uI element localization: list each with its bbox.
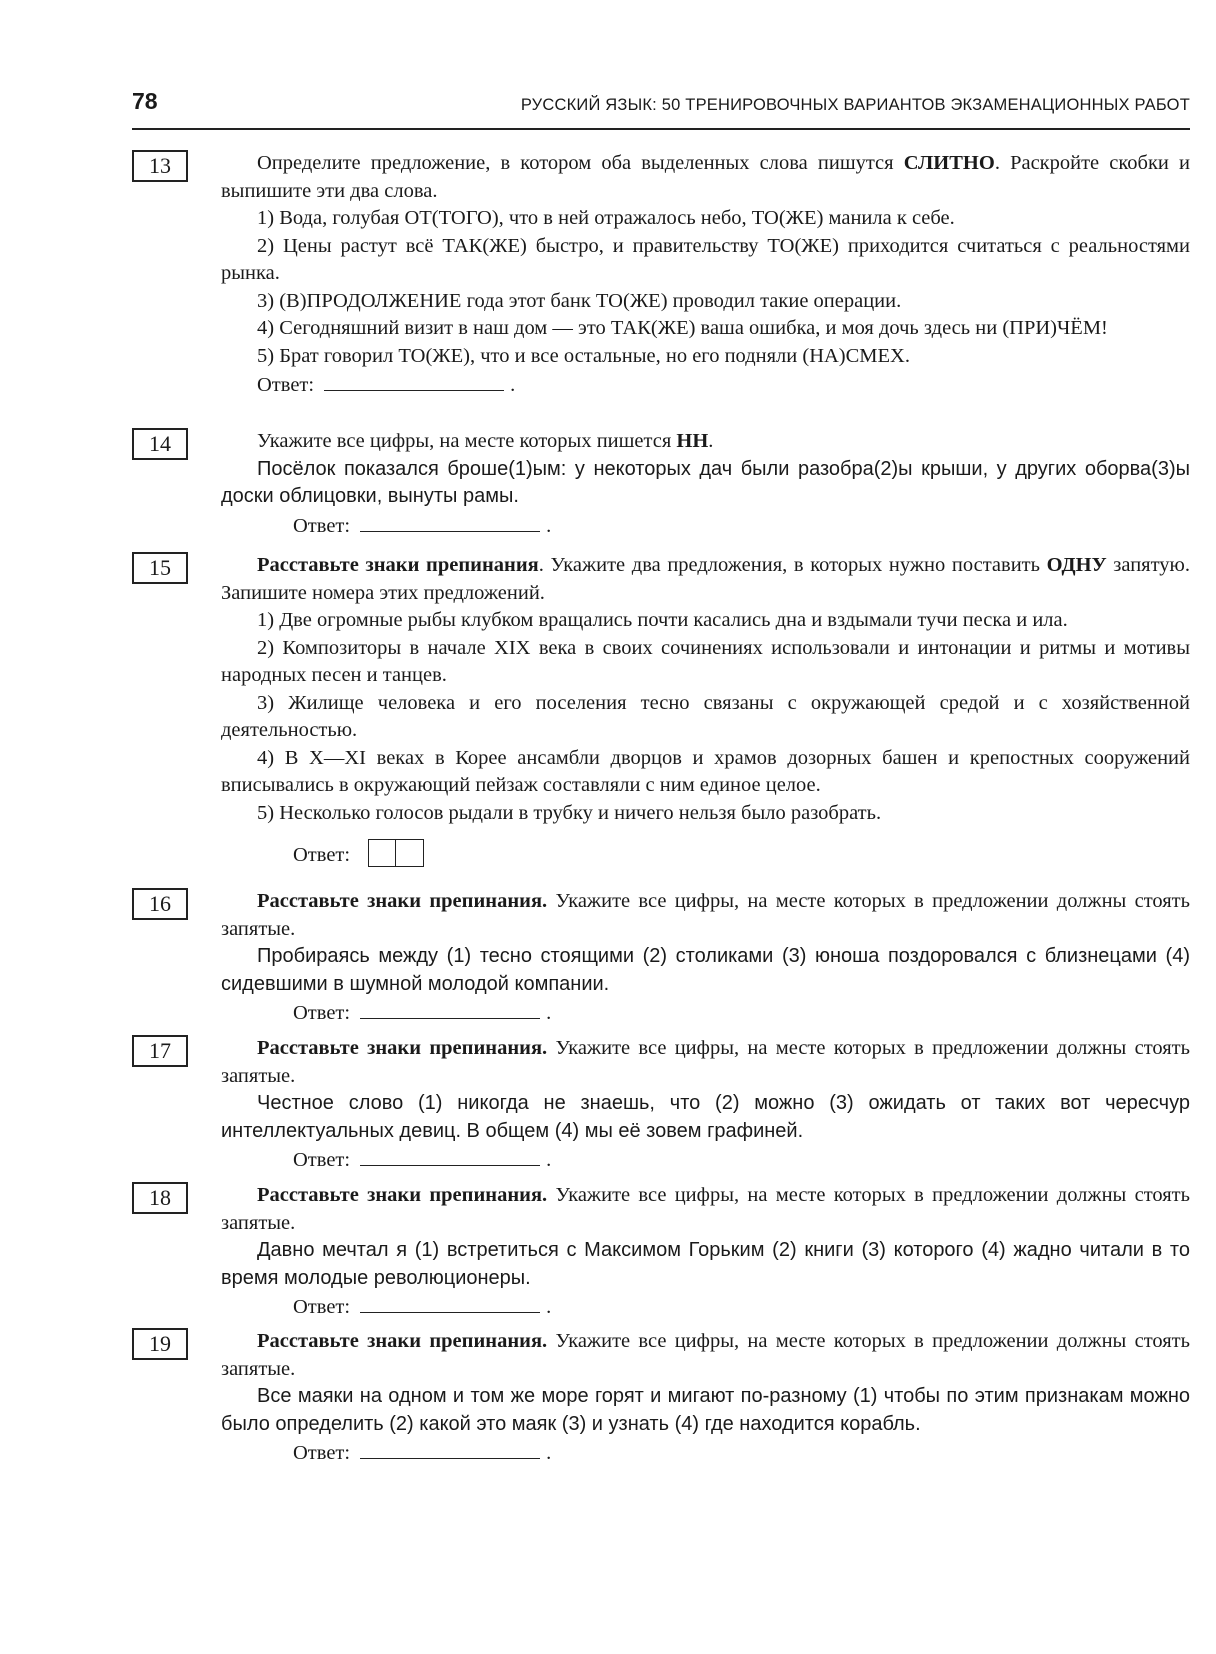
- answer-field[interactable]: [360, 1149, 540, 1166]
- answer-row: Ответ: .: [257, 1294, 1190, 1322]
- task-instruction: Определите предложение, в котором оба выделенных слова пишутся СЛИТНО. Раскройте скобки и выпишите эти два слова.: [221, 152, 1191, 202]
- task-number-box: 19: [132, 1328, 188, 1360]
- task-number-box: 13: [132, 150, 188, 182]
- option-4: 4) В X—XI веках в Корее ансамбли дворцов и храмов дозорных башен и крепостных сооружений вписывались в окружающий пейзаж составляли с ним единое целое.: [221, 746, 1190, 796]
- task-content: [221, 428, 1190, 540]
- page-header: [132, 88, 1190, 130]
- answer-row: [257, 833, 1190, 870]
- answer-label: Ответ:: [293, 1002, 351, 1024]
- task-content: [221, 1035, 1190, 1175]
- answer-label: Ответ:: [293, 514, 351, 537]
- option-2: 2) Композиторы в начале XIX века в своих сочинениях использовали и интонации и ритмы и мотивы народных песен и танцев.: [221, 636, 1190, 686]
- task-content: [221, 552, 1190, 870]
- task-number-box: 17: [132, 1035, 188, 1067]
- task-text: Пробираясь между (1) тесно стоящими (2) столиками (3) юноша поздоровался с близнецами (4) сидевшими в шумной молодой компании.: [221, 945, 1190, 995]
- answer-label: Ответ:: [293, 844, 351, 866]
- answer-row: Ответ: .: [257, 1440, 1190, 1468]
- answer-label: Ответ:: [293, 1149, 351, 1171]
- answer-field[interactable]: [360, 1296, 540, 1313]
- answer-row: Ответ: .: [257, 513, 1190, 541]
- task-content: [221, 150, 1190, 400]
- task-text: Честное слово (1) никогда не знаешь, что (2) можно (3) ожидать от таких вот чересчур интеллектуальных девиц. В общем (4) мы её зовем графиней.: [221, 1092, 1190, 1142]
- answer-cells: [368, 839, 424, 867]
- answer-cell-1[interactable]: [368, 839, 396, 867]
- option-1: 1) Две огромные рыбы клубком вращались почти касались дна и вздымали тучи песка и ила.: [257, 609, 1068, 631]
- answer-field[interactable]: [360, 515, 540, 532]
- task-content: [221, 1328, 1190, 1468]
- task-text: Посёлок показался броше(1)ым: у некоторых дач были разобра(2)ы крыши, у других оборва(3)ы доски облицовки, вынуты рамы.: [221, 457, 1190, 507]
- answer-cell-2[interactable]: [396, 839, 424, 867]
- answer-label: Ответ:: [293, 1442, 351, 1464]
- running-title: РУССКИЙ ЯЗЫК: 50 ТРЕНИРОВОЧНЫХ ВАРИАНТОВ ЭКЗАМЕНАЦИОННЫХ РАБОТ: [520, 96, 1190, 114]
- task-instruction: Расставьте знаки препинания. Укажите все цифры, на месте которых в предложении должны стоять запятые.: [221, 1184, 1190, 1234]
- task-text: Все маяки на одном и том же море горят и мигают по-разному (1) чтобы по этим признакам можно было определить (2) какой это маяк (3) и узнать (4) где находится корабль.: [221, 1385, 1190, 1435]
- answer-row: Ответ: .: [257, 1000, 1190, 1028]
- task-instruction: Расставьте знаки препинания. Укажите все цифры, на месте которых в предложении должны стоять запятые.: [221, 890, 1190, 940]
- answer-row: Ответ: .: [221, 372, 1190, 400]
- task-text: Давно мечтал я (1) встретиться с Максимом Горьким (2) книги (3) которого (4) жадно читали в то время молодые революционеры.: [221, 1239, 1190, 1289]
- option-3: 3) (В)ПРОДОЛЖЕНИЕ года этот банк ТО(ЖЕ) проводил такие операции.: [257, 289, 902, 312]
- option-5: 5) Брат говорил ТО(ЖЕ), что и все остальные, но его подняли (НА)СМЕХ.: [257, 344, 910, 367]
- answer-label: Ответ:: [293, 1296, 351, 1318]
- option-3: 3) Жилище человека и его поселения тесно связаны с окружающей средой и с хозяйственной деятельностью.: [221, 691, 1190, 741]
- option-1: 1) Вода, голубая ОТ(ТОГО), что в ней отражалось небо, ТО(ЖЕ) манила к себе.: [257, 207, 955, 229]
- task-number-box: 14: [132, 428, 188, 460]
- page-number: 78: [132, 88, 158, 114]
- task-content: [221, 1182, 1190, 1322]
- answer-field[interactable]: [324, 374, 504, 391]
- task-number-box: 16: [132, 888, 188, 920]
- answer-field[interactable]: [360, 1442, 540, 1459]
- task-number-box: 18: [132, 1182, 188, 1214]
- option-2: 2) Цены растут всё ТАК(ЖЕ) быстро, и правительству ТО(ЖЕ) приходится считаться с реальностями рынка.: [221, 234, 1190, 284]
- task-content: [221, 888, 1190, 1028]
- answer-row: Ответ: .: [257, 1147, 1190, 1175]
- option-4: 4) Сегодняшний визит в наш дом — это ТАК(ЖЕ) ваша ошибка, и моя дочь здесь ни (ПРИ)ЧЁМ!: [257, 317, 1108, 339]
- task-number-box: 15: [132, 552, 188, 584]
- answer-label: Ответ:: [257, 374, 315, 396]
- task-instruction: Расставьте знаки препинания. Укажите все цифры, на месте которых в предложении должны стоять запятые.: [221, 1037, 1190, 1087]
- task-instruction: Укажите все цифры, на месте которых пишется НН.: [257, 430, 714, 452]
- task-instruction: Расставьте знаки препинания. Укажите два предложения, в которых нужно поставить ОДНУ запятую. Запишите номера этих предложений.: [221, 554, 1190, 604]
- task-instruction: Расставьте знаки препинания. Укажите все цифры, на месте которых в предложении должны стоять запятые.: [221, 1330, 1190, 1380]
- option-5: 5) Несколько голосов рыдали в трубку и ничего нельзя было разобрать.: [257, 801, 882, 824]
- answer-field[interactable]: [360, 1002, 540, 1019]
